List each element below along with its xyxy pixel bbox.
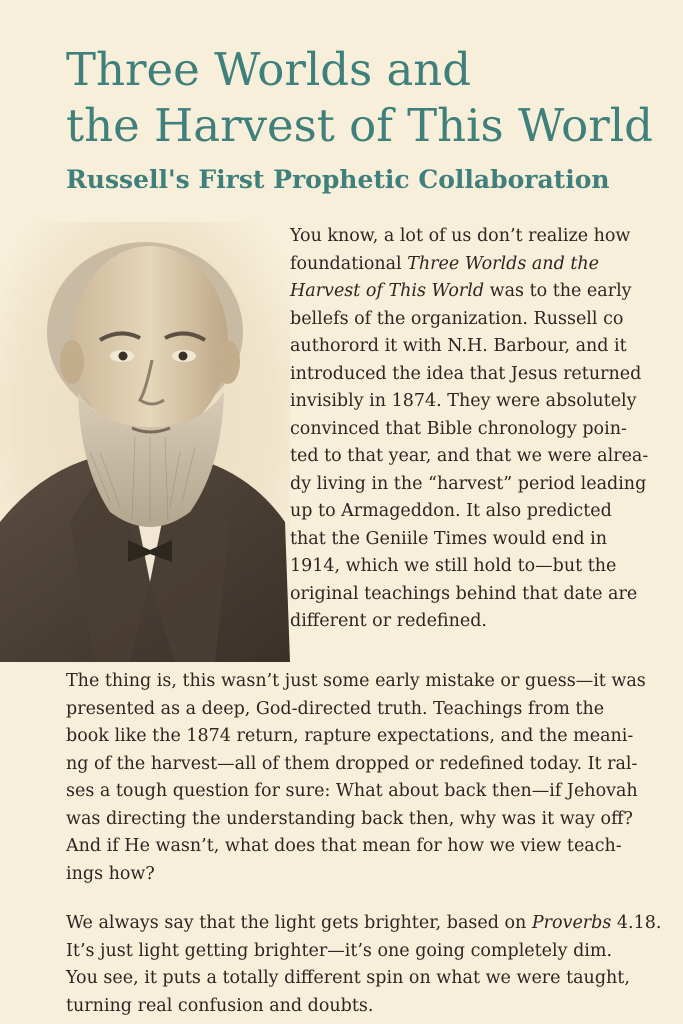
title-line-1: Three Worlds and <box>66 43 472 96</box>
text-line: authorord it with N.H. Barbour, and it <box>290 336 627 356</box>
title-line-2: the Harvest of This World <box>66 99 653 152</box>
text-line: turning real confusion and doubts. <box>66 995 374 1016</box>
body-paragraph-3 <box>66 910 666 1020</box>
text-line: ses a tough question for sure: What about back then—if Jehovah <box>66 781 638 801</box>
text-line: ted to that year, and that we were alrea- <box>290 446 649 466</box>
text-line: dy living in the “harvest” period leading <box>290 473 647 494</box>
text-line <box>290 278 662 306</box>
text-line: And if He wasn’t, what does that mean for how we view teach- <box>66 836 622 856</box>
text-line: up to Armageddon. It also predicted <box>290 501 612 521</box>
text-run: We always say that the light gets brighter, based on <box>66 913 532 933</box>
scripture-ref-text: Proverbs <box>531 913 612 933</box>
text-run: 4.18. <box>611 913 662 933</box>
text-line: introduced the idea that Jesus returned <box>290 363 642 384</box>
text-line: bellefs of the organization. Russell co <box>290 308 624 329</box>
book-title-text: Harvest of This World <box>290 281 485 301</box>
text-line: convinced that Bible chronology poin- <box>290 418 627 439</box>
text-line: different or redefined. <box>290 611 487 631</box>
portrait-illustration <box>0 222 290 662</box>
text-line <box>290 251 662 279</box>
text-line: 1914, which we still hold to—but the <box>290 556 617 576</box>
text-line <box>66 910 666 938</box>
text-line: original teachings behind that date are <box>290 583 638 604</box>
page-subtitle: Russell's First Prophetic Collaboration <box>66 165 610 194</box>
text-line: The thing is, this wasn’t just some early mistake or guess—it was <box>66 671 646 691</box>
text-line: It’s just light getting brighter—it’s one going completely dim. <box>66 940 613 961</box>
text-line: You know, a lot of us don’t realize how <box>290 226 631 246</box>
text-line: book like the 1874 return, rapture expectations, and the meani- <box>66 726 634 746</box>
text-line: ng of the harvest—all of them dropped or redefined today. It ral- <box>66 753 638 774</box>
text-run: was to the early <box>484 281 632 301</box>
intro-paragraph <box>290 223 662 636</box>
page-title <box>66 42 666 154</box>
text-line: invisibly in 1874. They were absolutely <box>290 391 637 411</box>
text-line: ings how? <box>66 863 155 884</box>
body-paragraph-2 <box>66 668 666 888</box>
book-title-text: Three Worlds and the <box>407 253 599 274</box>
text-line: presented as a deep, God-directed truth. Teachings from the <box>66 698 605 719</box>
text-run: foundational <box>290 253 408 274</box>
text-line: was directing the understanding back then, why was it way off? <box>66 808 633 829</box>
text-line: that the Geniile Times would end in <box>290 528 608 549</box>
text-line: You see, it puts a totally different spin on what we were taught, <box>66 968 630 988</box>
